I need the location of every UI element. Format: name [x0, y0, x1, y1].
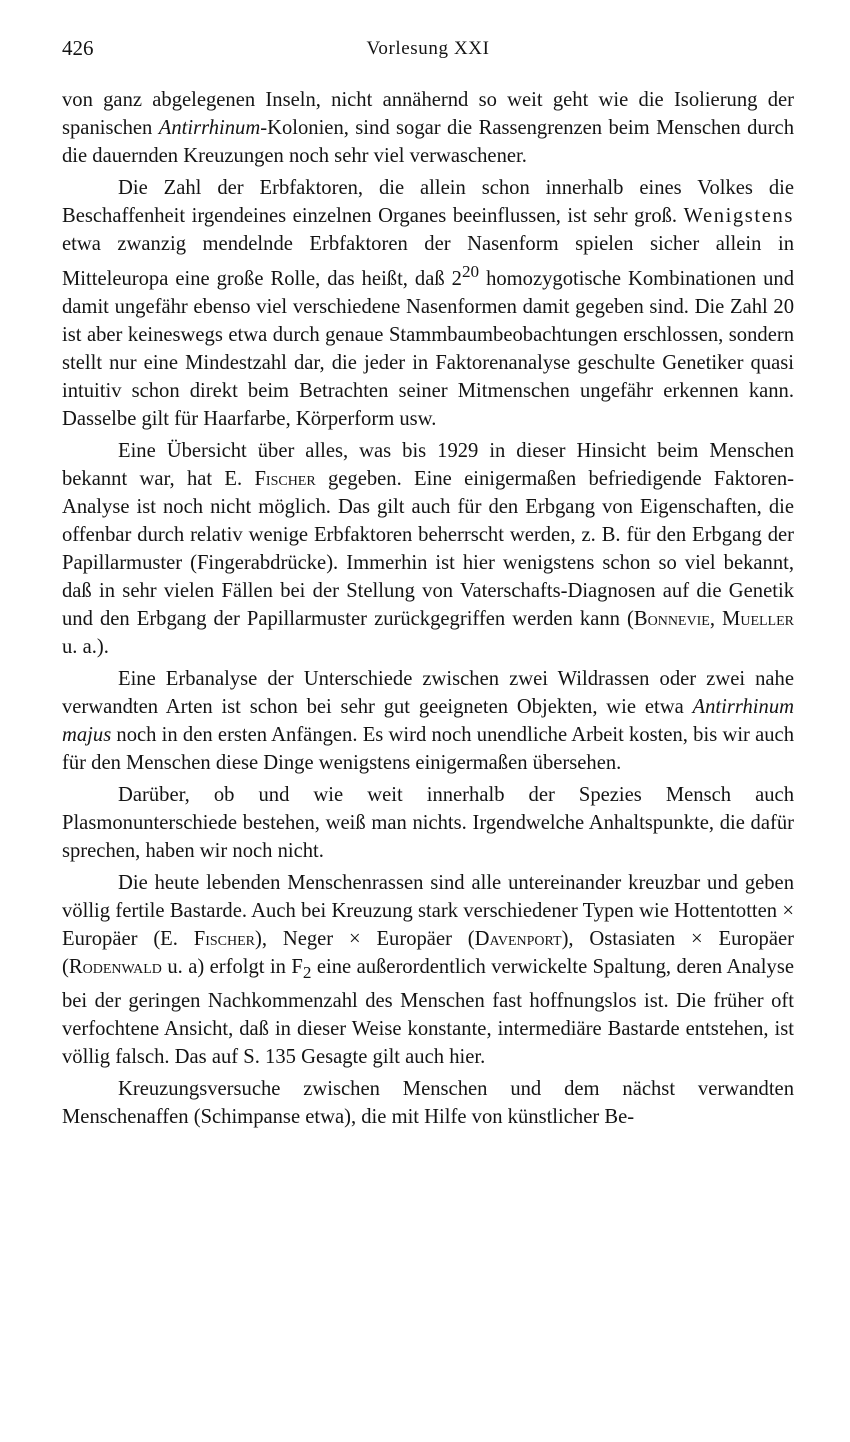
text-run: Die Zahl der Erbfaktoren, die allein schon innerhalb eines Volkes die Beschaffenheit irgendeines einzelnen Organes beeinflussen, ist sehr groß. [62, 177, 794, 227]
paragraph-1 [62, 86, 794, 170]
text-run: ), Neger × Europäer ( [255, 927, 475, 950]
paragraph-7 [62, 1075, 794, 1131]
text-run: Kreuzungsversuche zwischen Menschen und dem nächst verwandten Menschenaffen (Schimpanse etwa), die mit Hilfe von künstlicher Be- [62, 1077, 794, 1128]
text-run: eine außerordentlich verwickelte Spaltung, deren Analyse bei der geringen Nachkommenzahl des Menschen fast hoffnungslos ist. Die früher oft verfochtene Ansicht, daß in dieser Weise konstante, intermediäre Bastarde entstehen, ist völlig falsch. Das auf S. 135 Gesagte gilt auch hier. [62, 955, 794, 1068]
paragraph-4 [62, 665, 794, 777]
paragraph-6 [62, 869, 794, 1071]
page-number: 426 [62, 36, 94, 60]
text-run: u. a) erfolgt in F [161, 955, 303, 978]
text-run: etwa zwanzig mendelnde Erbfaktoren der Nasenform spielen sicher allein in Mitteleuropa eine große Rolle, das heißt, daß 2 [62, 233, 794, 290]
text-run: homozygotische Kombinationen und damit ungefähr ebenso viel verschiedene Nasenformen damit gegeben sind. Die Zahl 20 ist aber keineswegs etwa durch genaue Stammbaumbeobachtungen erschlossen, sondern stellt nur eine Mindestzahl dar, die jeder in Faktorenanalyse geschulte Genetiker quasi intuitiv schon direkt beim Betrachten seiner Mitmenschen ungefähr erkennen kann. Dasselbe gilt für Haarfarbe, Körperform usw. [62, 267, 794, 430]
text-run: Die heute lebenden Menschenrassen sind alle untereinander kreuzbar und geben völlig fertile Bastarde. Auch bei Kreuzung stark verschiedener Typen wie Hottentotten × Europäer (E. [62, 871, 794, 950]
author-name: Fischer [254, 467, 316, 490]
author-name: Rodenwald [68, 955, 162, 978]
text-run: gegeben. Eine einigermaßen befriedigende Faktoren-Analyse ist noch nicht möglich. Das gilt auch für den Erbgang von Eigenschaften, die offenbar durch relativ wenige Erbfaktoren beherrscht werden, z. B. für den Erbgang der Papillarmuster (Fingerabdrücke). Immerhin ist hier wenigstens schon so viel bekannt, daß in sehr vielen Fällen bei der Stellung von Vaterschafts-Diagnosen auf die Genetik und den Erbgang der Papillarmuster zurückgegriffen werden kann ( [62, 467, 794, 630]
author-name: Bonnevie [633, 607, 710, 630]
paragraph-3 [62, 437, 794, 661]
text-run: -Kolonien, sind sogar die Rassengrenzen beim Menschen durch die dauernden Kreuzungen noch sehr viel verwaschener. [62, 117, 794, 167]
text-run: ), Ostasiaten × Europäer ( [62, 927, 794, 978]
text-run: Darüber, ob und wie weit innerhalb der Spezies Mensch auch Plasmonunterschiede bestehen, weiß man nichts. Irgendwelche Anhaltspunkte, die dafür sprechen, haben wir noch nicht. [62, 783, 794, 862]
italic-term: Antirrhinum majus [62, 695, 794, 746]
author-name: Mueller [722, 607, 794, 630]
text-run: noch in den ersten Anfängen. Es wird noch unendliche Arbeit kosten, bis wir auch für den Menschen diese Dinge wenigstens einigermaßen übersehen. [62, 723, 794, 774]
subscript: 2 [302, 962, 312, 982]
superscript: 20 [461, 262, 480, 281]
author-name: Davenport [474, 927, 562, 950]
text-run: von ganz abgelegenen Inseln, nicht annähernd so weit geht wie die Isolierung der spanischen [62, 89, 794, 139]
author-name: Fischer [193, 927, 255, 950]
paragraph-5 [62, 781, 794, 865]
italic-term: Antirrhinum [158, 117, 261, 139]
running-title: Vorlesung XXI [366, 38, 490, 59]
text-run: , [709, 607, 723, 630]
page-header [62, 36, 794, 70]
paragraph-2 [62, 174, 794, 433]
text-run: u. a.). [62, 635, 109, 658]
text-run: Eine Übersicht über alles, was bis 1929 in dieser Hinsicht beim Menschen bekannt war, hat E. [62, 439, 794, 490]
text-run: Eine Erbanalyse der Unterschiede zwischen zwei Wildrassen oder zwei nahe verwandten Arten ist schon bei sehr gut geeigneten Objekten, wie etwa [62, 667, 794, 718]
spaced-emphasis: Wenigstens [683, 205, 794, 227]
body-text [62, 86, 794, 1131]
